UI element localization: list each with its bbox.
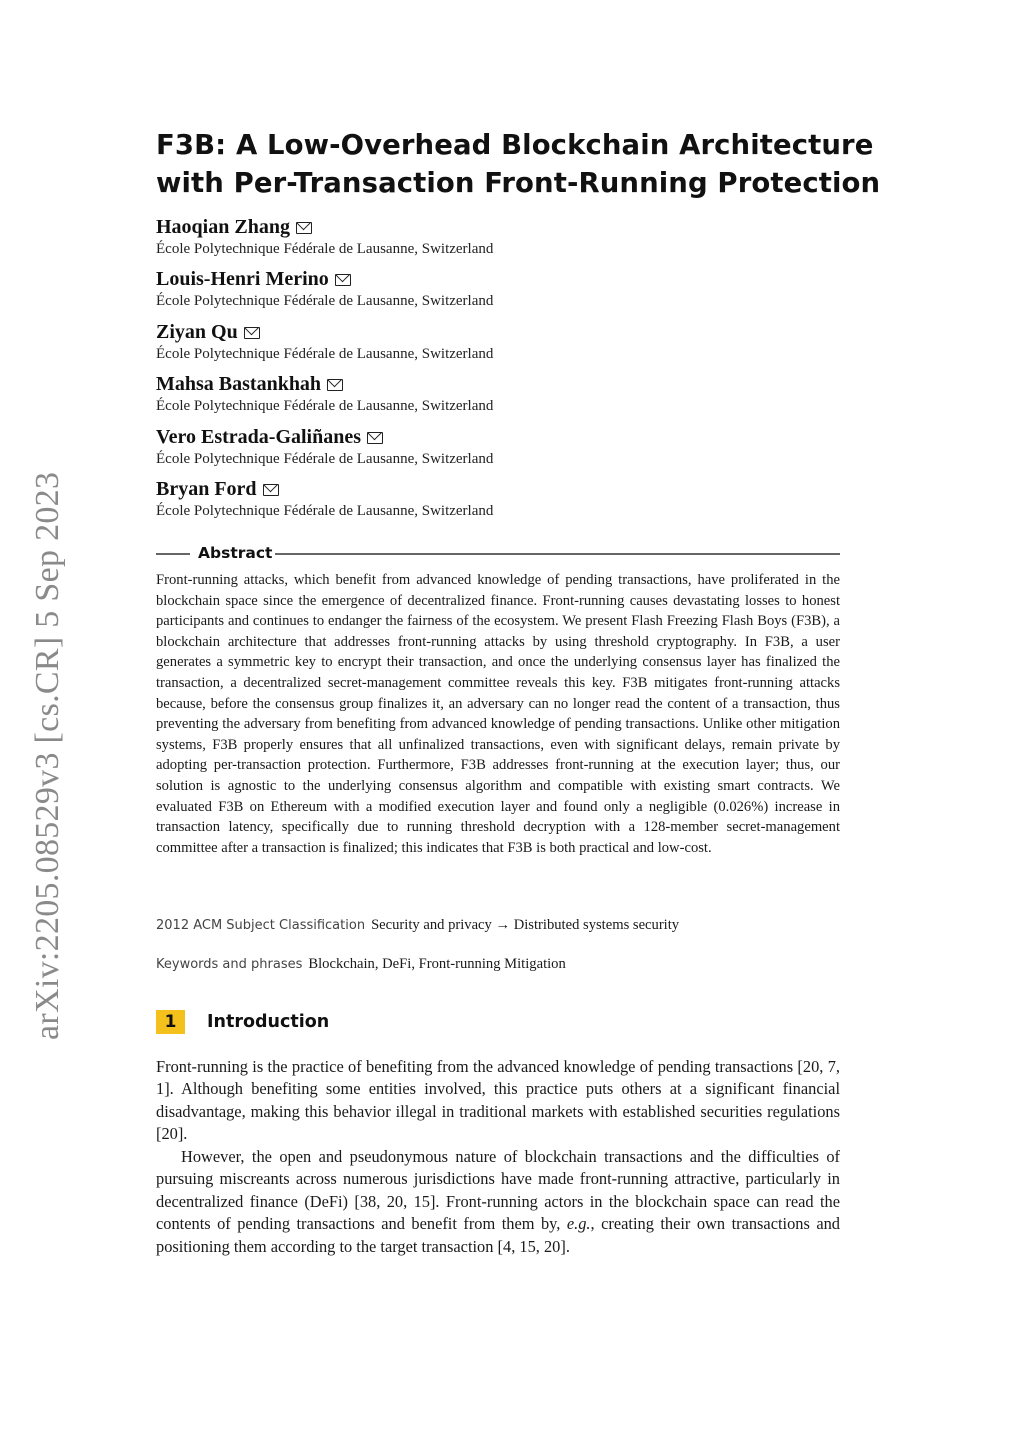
intro-paragraph-2-text: However, the open and pseudonymous nature of blockchain transactions and the difficulties of pursuing miscreants across numerous jurisdictions have made front-running attractive, particularly in decentralized finance (DeFi) [38, 20, 15]. Front-running actors in the blockchain space can read the contents of pending transactions and benefit from them by, — [156, 1147, 840, 1234]
author-block — [156, 425, 856, 469]
author-block — [156, 320, 856, 364]
intro-paragraph-2-emphasis: e.g. — [566, 1214, 591, 1234]
author-affiliation: École Polytechnique Fédérale de Lausanne, Switzerland — [156, 293, 494, 309]
author-name: Bryan Ford — [156, 478, 257, 500]
divider — [156, 553, 190, 555]
author-block — [156, 215, 856, 259]
author-affiliation: École Polytechnique Fédérale de Lausanne, Switzerland — [156, 398, 494, 414]
email-icon[interactable] — [296, 222, 312, 234]
keywords-label: Keywords and phrases — [156, 957, 303, 972]
email-icon[interactable] — [327, 379, 343, 391]
author-name: Ziyan Qu — [156, 321, 238, 343]
keywords — [156, 954, 856, 975]
section-title: Introduction — [207, 1012, 330, 1032]
author-name: Haoqian Zhang — [156, 216, 290, 238]
acm-classification-label: 2012 ACM Subject Classification — [156, 918, 366, 933]
author-name: Louis-Henri Merino — [156, 268, 329, 290]
divider — [275, 553, 840, 555]
paper-title-line-2: with Per-Transaction Front-Running Protection — [156, 167, 881, 199]
intro-paragraph-2-text-end: , creating their own transactions and positioning them according to the target transaction [4, 15, 20]. — [156, 1214, 840, 1256]
email-icon[interactable] — [335, 274, 351, 286]
email-icon[interactable] — [367, 432, 383, 444]
acm-classification-value: Security and privacy → Distributed systems security — [371, 917, 680, 933]
author-name: Mahsa Bastankhah — [156, 373, 322, 395]
author-affiliation: École Polytechnique Fédérale de Lausanne, Switzerland — [156, 451, 494, 467]
arxiv-identifier: arXiv:2205.08529v3 [cs.CR] 5 Sep 2023 — [29, 471, 66, 1040]
intro-paragraph-2 — [156, 1146, 840, 1258]
author-affiliation: École Polytechnique Fédérale de Lausanne, Switzerland — [156, 346, 494, 362]
author-name: Vero Estrada-Galiñanes — [156, 426, 362, 448]
acm-classification — [156, 915, 856, 936]
author-block — [156, 477, 856, 521]
intro-paragraph-1: Front-running is the practice of benefiting from the advanced knowledge of pending transactions [20, 7, 1]. Although benefiting some entities involved, this practice puts others at a significant financial disadvantage, making this behavior illegal in traditional markets with established securities regulations [20]. — [156, 1057, 840, 1144]
abstract-text: Front-running attacks, which benefit from advanced knowledge of pending transactions, have proliferated in the blockchain space since the emergence of decentralized finance. Front-running causes devastating losses to honest participants and continues to endanger the fairness of the ecosystem. We present Flash Freezing Flash Boys (F3B), a blockchain architecture that addresses front-running attacks by using threshold cryptography. In F3B, a user generates a symmetric key to encrypt their transaction, and once the underlying consensus layer has finalized the transaction, a decentralized secret-management committee reveals this key. F3B mitigates front-running attacks because, before the consensus group finalizes it, an adversary can no longer read the content of a transaction, thus preventing the adversary from benefiting from advanced knowledge of pending transactions. Unlike other mitigation systems, F3B properly ensures that all unfinalized transactions, even with significant delays, remain private by adopting per-transaction protection. Furthermore, F3B addresses front-running at the execution layer; thus, our solution is agnostic to the underlying consensus algorithm and compatible with existing smart contracts. We evaluated F3B on Ethereum with a modified execution layer and found only a negligible (0.026%) increase in transaction latency, specifically due to running threshold decryption with a 128-member secret-management committee after a transaction is finalized; this indicates that F3B is both practical and low-cost. — [156, 572, 840, 856]
abstract-label: Abstract — [198, 544, 273, 562]
section-heading — [156, 1010, 556, 1036]
paper-title — [156, 126, 881, 202]
abstract-heading — [156, 542, 840, 564]
keywords-value: Blockchain, DeFi, Front-running Mitigation — [308, 956, 566, 972]
email-icon[interactable] — [244, 327, 260, 339]
author-block — [156, 267, 856, 311]
email-icon[interactable] — [263, 484, 279, 496]
author-block — [156, 372, 856, 416]
author-affiliation: École Polytechnique Fédérale de Lausanne, Switzerland — [156, 503, 494, 519]
paper-title-line-1: F3B: A Low-Overhead Blockchain Architecture — [156, 129, 874, 161]
section-number-badge: 1 — [156, 1010, 185, 1034]
author-affiliation: École Polytechnique Fédérale de Lausanne, Switzerland — [156, 241, 494, 257]
